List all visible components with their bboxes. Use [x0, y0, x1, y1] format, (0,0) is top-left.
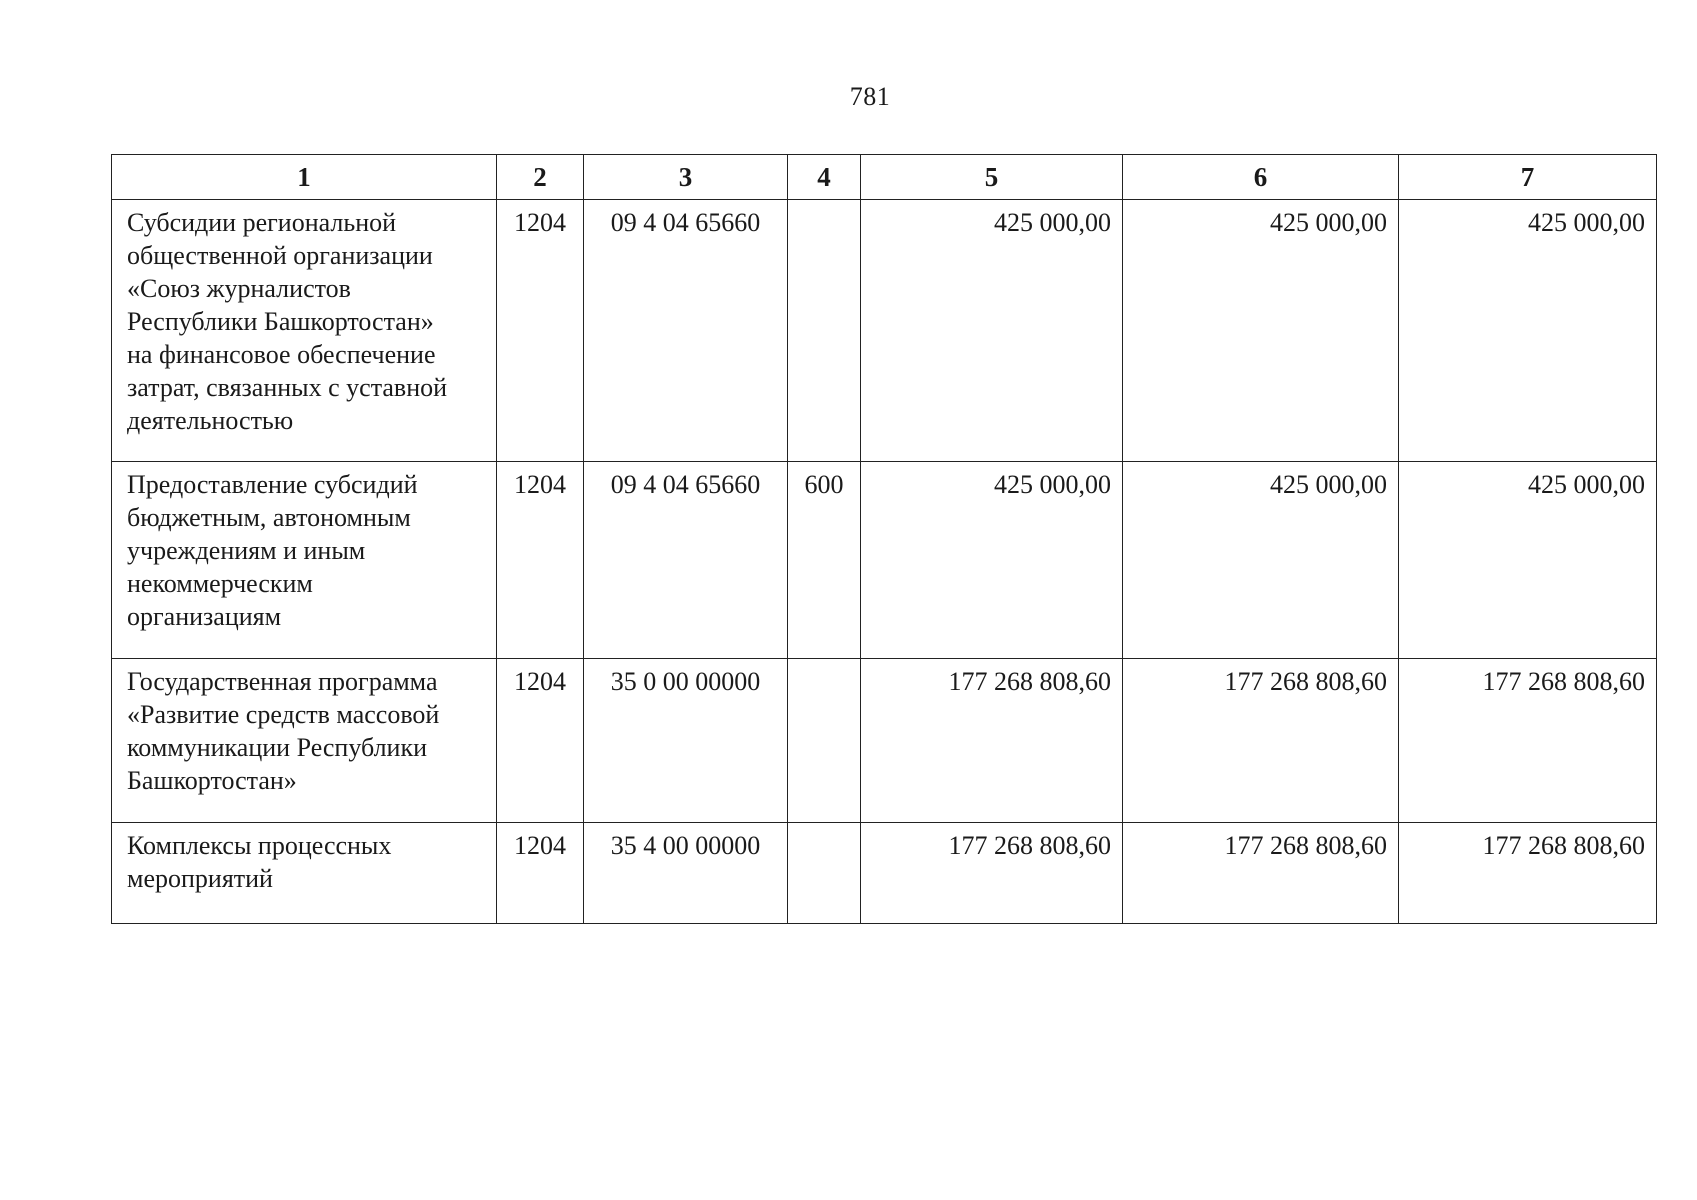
- row-name-line: Комплексы процессных: [127, 831, 392, 860]
- row-name-line: Предоставление субсидий: [127, 470, 418, 499]
- row-name-line: некоммерческим: [127, 569, 313, 598]
- row-name-line: «Развитие средств массовой: [127, 700, 440, 729]
- amount-cell-col7: 425 000,00: [1399, 200, 1657, 462]
- column-header-7: 7: [1399, 155, 1657, 200]
- row-name-line: коммуникации Республики: [127, 733, 428, 762]
- amount-cell-col5: 425 000,00: [861, 200, 1123, 462]
- column-header-2: 2: [497, 155, 584, 200]
- row-name-cell: [112, 462, 497, 659]
- row-name-line: общественной организации: [127, 241, 433, 270]
- section-code-cell: 1204: [497, 200, 584, 462]
- column-header-3: 3: [584, 155, 788, 200]
- row-name-line: учреждениям и иным: [127, 536, 366, 565]
- table-row: [112, 462, 1657, 659]
- column-header-1: 1: [112, 155, 497, 200]
- amount-cell-col7: 425 000,00: [1399, 462, 1657, 659]
- row-name-line: Государственная программа: [127, 667, 438, 696]
- expense-type-cell: [788, 200, 861, 462]
- section-code-cell: 1204: [497, 823, 584, 924]
- row-name-line: Субсидии региональной: [127, 208, 397, 237]
- row-name-line: деятельностью: [127, 406, 294, 435]
- row-name-cell: [112, 823, 497, 924]
- table-row: [112, 823, 1657, 924]
- budget-table: [111, 154, 1657, 924]
- column-header-6: 6: [1123, 155, 1399, 200]
- row-name-cell: [112, 659, 497, 823]
- column-header-5: 5: [861, 155, 1123, 200]
- row-name-line: Республики Башкортостан»: [127, 307, 434, 336]
- row-name-line: затрат, связанных с уставной: [127, 373, 448, 402]
- amount-cell-col6: 425 000,00: [1123, 200, 1399, 462]
- amount-cell-col6: 177 268 808,60: [1123, 823, 1399, 924]
- amount-cell-col5: 177 268 808,60: [861, 823, 1123, 924]
- table-row: [112, 200, 1657, 462]
- amount-cell-col7: 177 268 808,60: [1399, 823, 1657, 924]
- row-name-line: бюджетным, автономным: [127, 503, 411, 532]
- page-number: 781: [849, 82, 891, 111]
- target-code-cell: 35 0 00 00000: [584, 659, 788, 823]
- amount-cell-col6: 177 268 808,60: [1123, 659, 1399, 823]
- expense-type-cell: 600: [788, 462, 861, 659]
- amount-cell-col5: 425 000,00: [861, 462, 1123, 659]
- expense-type-cell: [788, 823, 861, 924]
- target-code-cell: 09 4 04 65660: [584, 200, 788, 462]
- amount-cell-col7: 177 268 808,60: [1399, 659, 1657, 823]
- target-code-cell: 35 4 00 00000: [584, 823, 788, 924]
- table-row: [112, 659, 1657, 823]
- row-name-line: Башкортостан»: [127, 766, 297, 795]
- row-name-line: организациям: [127, 602, 282, 631]
- amount-cell-col5: 177 268 808,60: [861, 659, 1123, 823]
- section-code-cell: 1204: [497, 462, 584, 659]
- target-code-cell: 09 4 04 65660: [584, 462, 788, 659]
- column-header-4: 4: [788, 155, 861, 200]
- section-code-cell: 1204: [497, 659, 584, 823]
- row-name-line: «Союз журналистов: [127, 274, 351, 303]
- row-name-cell: [112, 200, 497, 462]
- expense-type-cell: [788, 659, 861, 823]
- row-name-line: на финансовое обеспечение: [127, 340, 436, 369]
- row-name-line: мероприятий: [127, 864, 273, 893]
- header-row: [112, 155, 1657, 200]
- amount-cell-col6: 425 000,00: [1123, 462, 1399, 659]
